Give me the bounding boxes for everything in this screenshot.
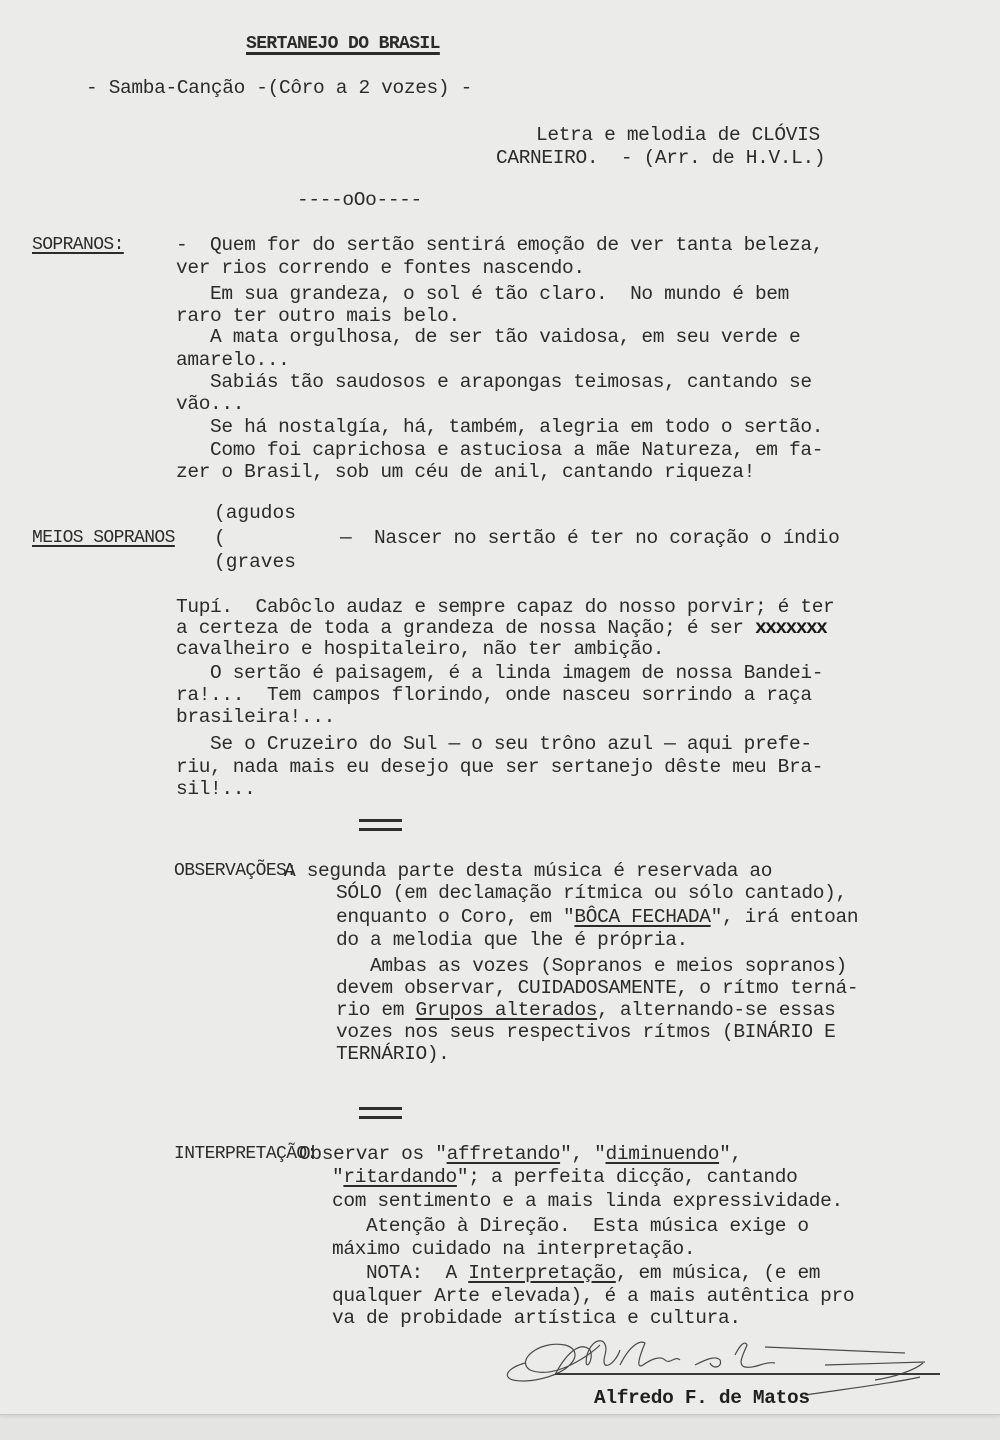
interpretacao-line: qualquer Arte elevada), é a mais autêntica pro	[332, 1285, 855, 1307]
interpretacao-text: NOTA: A	[332, 1262, 469, 1284]
emphasis-boca-fechada: BÔCA FECHADA	[574, 906, 711, 928]
voice-graves: (graves	[214, 551, 296, 573]
observacoes-line	[336, 999, 836, 1021]
sopranos-line: Se há nostalgía, há, também, alegria em todo o sertão.	[176, 416, 824, 438]
sopranos-line: raro ter outro mais belo.	[176, 305, 460, 327]
interpretacao-text: "; a perfeita dicção, cantando	[456, 1166, 798, 1188]
interpretacao-line: Atenção à Direção. Esta música exige o	[332, 1215, 809, 1237]
sopranos-line: Sabiás tão saudosos e arapongas teimosas, cantando se	[176, 371, 812, 393]
observacoes-line: TERNÁRIO).	[336, 1043, 450, 1065]
meios-sopranos-label: MEIOS SOPRANOS	[32, 528, 175, 548]
interpretacao-line: com sentimento e a mais linda expressividade.	[332, 1190, 843, 1212]
divider-rule	[359, 819, 402, 822]
interpretacao-label: INTERPRETAÇÃO:	[174, 1144, 317, 1164]
interpretacao-text: ",	[719, 1143, 742, 1165]
interpretacao-line: máximo cuidado na interpretação.	[332, 1238, 696, 1260]
meios-sopranos-line: ra!... Tem campos florindo, onde nasceu sorrindo a raça	[176, 684, 812, 706]
meios-sopranos-line: brasileira!...	[176, 706, 335, 728]
document-subtitle: - Samba-Canção -(Côro a 2 vozes) -	[86, 77, 472, 99]
interpretacao-line	[299, 1143, 742, 1165]
observacoes-line: devem observar, CUIDADOSAMENTE, o rítmo terná-	[336, 977, 859, 999]
observacoes-text: enquanto o Coro, em "	[336, 906, 575, 928]
observacoes-text: rio em	[336, 999, 416, 1021]
observacoes-line: vozes nos seus respectivos rítmos (BINÁRIO E	[336, 1021, 836, 1043]
observacoes-line	[336, 906, 858, 928]
brace: (	[214, 527, 226, 549]
divider-rule	[359, 1107, 402, 1110]
meios-sopranos-line	[176, 617, 826, 639]
divider-rule	[359, 1116, 402, 1119]
struck-out-word: xxxxxxx	[754, 617, 827, 639]
sopranos-line: Em sua grandeza, o sol é tão claro. No mundo é bem	[176, 283, 790, 305]
sopranos-label: SOPRANOS:	[32, 235, 124, 255]
observacoes-line: do a melodia que lhe é própria.	[336, 929, 688, 951]
sopranos-line: zer o Brasil, sob um céu de anil, cantando riqueza!	[176, 461, 755, 483]
meios-sopranos-line: O sertão é paisagem, é a linda imagem de nossa Bandei-	[176, 662, 824, 684]
emphasis-ritardando: ritardando	[343, 1166, 457, 1188]
sopranos-line: Como foi caprichosa e astuciosa a mãe Natureza, em fa-	[176, 439, 824, 461]
emphasis-grupos-alterados: Grupos alterados	[415, 999, 598, 1021]
interpretacao-line: va de probidade artística e cultura.	[332, 1307, 741, 1329]
signature-line	[555, 1373, 940, 1375]
divider-rule	[359, 828, 402, 831]
document-title: SERTANEJO DO BRASIL	[246, 34, 440, 54]
interpretacao-line	[332, 1262, 820, 1284]
meios-sopranos-line: sil!...	[176, 778, 256, 800]
sopranos-line: A mata orgulhosa, de ser tão vaidosa, em seu verde e	[176, 326, 801, 348]
meios-sopranos-line: — Nascer no sertão é ter no coração o índio	[340, 527, 840, 549]
observacoes-label: OBSERVAÇÕES:	[174, 861, 297, 881]
separator: ----oOo----	[297, 189, 422, 211]
interpretacao-text: "	[332, 1166, 344, 1188]
sopranos-line: - Quem for do sertão sentirá emoção de ver tanta beleza,	[176, 234, 824, 256]
credits-line-1: Letra e melodia de CLÓVIS	[536, 124, 820, 146]
interpretacao-text: , em música, (e em	[615, 1262, 821, 1284]
meios-sopranos-text: a certeza de toda a grandeza de nossa Nação; é ser	[176, 617, 755, 639]
signatory-name: Alfredo F. de Matos	[594, 1387, 810, 1409]
observacoes-text: , alternando-se essas	[597, 999, 836, 1021]
sopranos-line: ver rios correndo e fontes nascendo.	[176, 257, 585, 279]
sopranos-line: vão...	[176, 393, 245, 415]
meios-sopranos-line: riu, nada mais eu desejo que ser sertanejo dêste meu Bra-	[176, 756, 824, 778]
credits-line-2: CARNEIRO. - (Arr. de H.V.L.)	[496, 147, 826, 169]
sopranos-line: amarelo...	[176, 349, 290, 371]
meios-sopranos-line: Se o Cruzeiro do Sul — o seu trôno azul — aqui prefe-	[176, 733, 812, 755]
emphasis-diminuendo: diminuendo	[605, 1143, 720, 1165]
interpretacao-text: Observar os "	[299, 1143, 447, 1165]
observacoes-line: SÓLO (em declamação rítmica ou sólo cantado),	[336, 882, 847, 904]
interpretacao-line	[332, 1166, 797, 1188]
observacoes-text: ", irá entoan	[710, 906, 859, 928]
emphasis-affretando: affretando	[446, 1143, 561, 1165]
observacoes-line: Ambas as vozes (Sopranos e meios sopranos)	[336, 955, 847, 977]
voice-agudos: (agudos	[214, 502, 296, 524]
interpretacao-text: ", "	[560, 1143, 606, 1165]
meios-sopranos-line: cavalheiro e hospitaleiro, não ter ambição.	[176, 638, 665, 660]
emphasis-interpretacao: Interpretação	[468, 1262, 616, 1284]
observacoes-line: A segunda parte desta música é reservada ao	[284, 860, 773, 882]
meios-sopranos-line: Tupí. Cabôclo audaz e sempre capaz do nosso porvir; é ter	[176, 596, 835, 618]
